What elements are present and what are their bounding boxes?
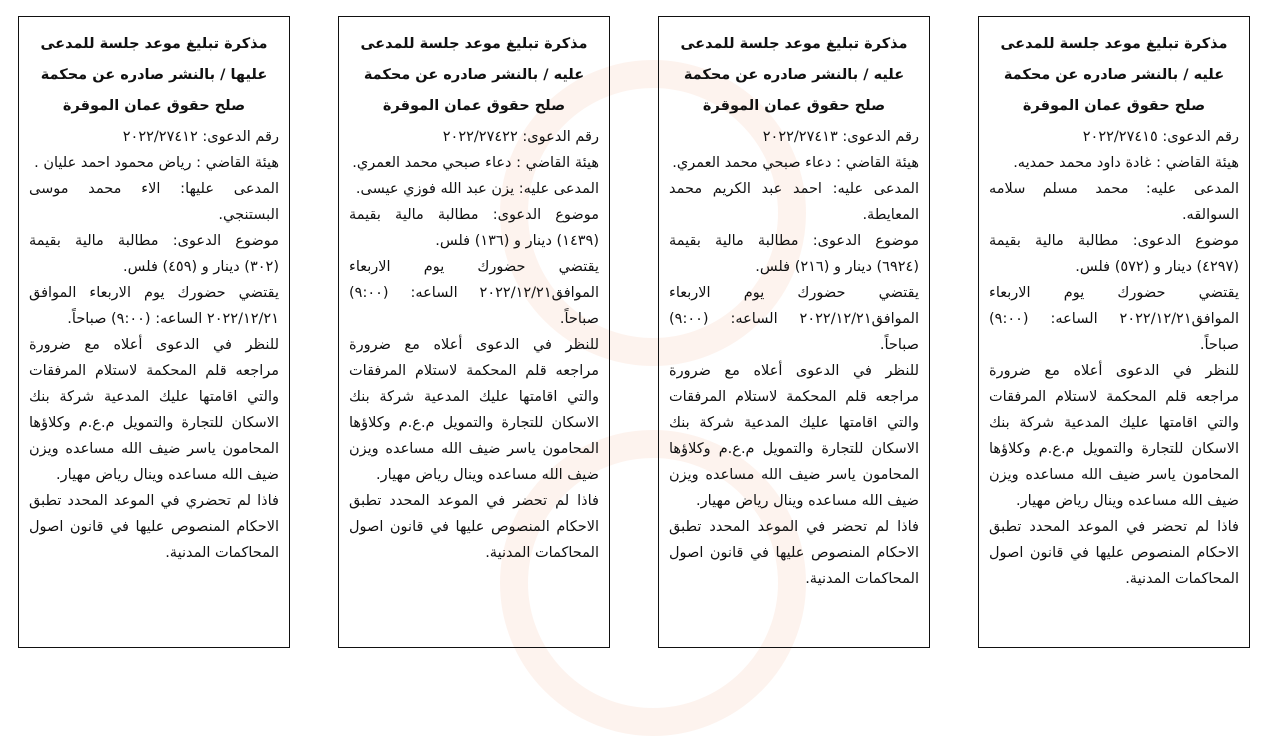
appearance-date: يقتضي حضورك يوم الاربعاء الموافق٢٠٢٢/١٢/٢١ الساعه: (٩:٠٠) صباحاً.	[669, 285, 919, 353]
case-number: رقم الدعوى: ٢٠٢٢/٢٧٤١٣	[762, 129, 919, 145]
court-notice	[18, 16, 290, 648]
judge: هيئة القاضي : غادة داود محمد حمديه.	[1013, 155, 1239, 171]
defendant: المدعى عليه: احمد عبد الكريم محمد المعايطة.	[669, 181, 919, 223]
defendant: المدعى عليه: محمد مسلم سلامه السوالقه.	[989, 181, 1239, 223]
notice-title: مذكرة تبليغ موعد جلسة للمدعى عليه / بالنشر صادره عن محكمة صلح حقوق عمان الموقرة	[680, 36, 908, 114]
notice-warning: فاذا لم تحضر في الموعد المحدد تطبق الاحكام المنصوص عليها في قانون اصول المحاكمات المدنية.	[349, 493, 599, 561]
case-number: رقم الدعوى: ٢٠٢٢/٢٧٤١٢	[122, 129, 279, 145]
judge: هيئة القاضي : دعاء صبحي محمد العمري.	[672, 155, 919, 171]
notice-warning: فاذا لم تحضر في الموعد المحدد تطبق الاحكام المنصوص عليها في قانون اصول المحاكمات المدنية.	[989, 519, 1239, 587]
notice-warning: فاذا لم تحضر في الموعد المحدد تطبق الاحكام المنصوص عليها في قانون اصول المحاكمات المدنية.	[669, 519, 919, 587]
judge: هيئة القاضي : رياض محمود احمد عليان .	[34, 155, 279, 171]
notice-body: للنظر في الدعوى أعلاه مع ضرورة مراجعه قلم المحكمة لاستلام المرفقات والتي اقامتها عليك المدعية شركة بنك الاسكان للتجارة والتمويل م.ع.م وكلاؤها المحامون ياسر ضيف الله مساعده ويزن ضيف الله مساعده وينال رياض مهيار.	[989, 363, 1239, 509]
notice-title: مذكرة تبليغ موعد جلسة للمدعى عليه / بالنشر صادره عن محكمة صلح حقوق عمان الموقرة	[1000, 36, 1228, 114]
notice-body: للنظر في الدعوى أعلاه مع ضرورة مراجعه قلم المحكمة لاستلام المرفقات والتي اقامتها عليك المدعية شركة بنك الاسكان للتجارة والتمويل م.ع.م وكلاؤها المحامون ياسر ضيف الله مساعده ويزن ضيف الله مساعده وينال رياض مهيار.	[29, 337, 279, 483]
claim-subject: موضوع الدعوى: مطالبة مالية بقيمة (١٤٣٩) دينار و (١٣٦) فلس.	[349, 207, 599, 249]
defendant: المدعى عليه: يزن عبد الله فوزي عيسى.	[355, 181, 599, 197]
court-notice	[978, 16, 1250, 648]
judge: هيئة القاضي : دعاء صبحي محمد العمري.	[352, 155, 599, 171]
notice-warning: فاذا لم تحضري في الموعد المحدد تطبق الاحكام المنصوص عليها في قانون اصول المحاكمات المدنية.	[29, 493, 279, 561]
notice-body: للنظر في الدعوى أعلاه مع ضرورة مراجعه قلم المحكمة لاستلام المرفقات والتي اقامتها عليك المدعية شركة بنك الاسكان للتجارة والتمويل م.ع.م وكلاؤها المحامون ياسر ضيف الله مساعده ويزن ضيف الله مساعده وينال رياض مهيار.	[349, 337, 599, 483]
claim-subject: موضوع الدعوى: مطالبة مالية بقيمة (٣٠٢) دينار و (٤٥٩) فلس.	[29, 233, 279, 275]
notice-body: للنظر في الدعوى أعلاه مع ضرورة مراجعه قلم المحكمة لاستلام المرفقات والتي اقامتها عليك المدعية شركة بنك الاسكان للتجارة والتمويل م.ع.م وكلاؤها المحامون ياسر ضيف الله مساعده ويزن ضيف الله مساعده وينال رياض مهيار.	[669, 363, 919, 509]
appearance-date: يقتضي حضورك يوم الاربعاء الموافق ٢٠٢٢/١٢/٢١ الساعه: (٩:٠٠) صباحاً.	[29, 285, 279, 327]
claim-subject: موضوع الدعوى: مطالبة مالية بقيمة (٦٩٢٤) دينار و (٢١٦) فلس.	[669, 233, 919, 275]
notice-title: مذكرة تبليغ موعد جلسة للمدعى عليها / بالنشر صادره عن محكمة صلح حقوق عمان الموقرة	[40, 36, 268, 114]
court-notice	[338, 16, 610, 648]
notice-title: مذكرة تبليغ موعد جلسة للمدعى عليه / بالنشر صادره عن محكمة صلح حقوق عمان الموقرة	[360, 36, 588, 114]
appearance-date: يقتضي حضورك يوم الاربعاء الموافق٢٠٢٢/١٢/٢١ الساعه: (٩:٠٠) صباحاً.	[989, 285, 1239, 353]
court-notice	[658, 16, 930, 648]
appearance-date: يقتضي حضورك يوم الاربعاء الموافق٢٠٢٢/١٢/٢١ الساعه: (٩:٠٠) صباحاً.	[349, 259, 599, 327]
defendant: المدعى عليها: الاء محمد موسى البستنجي.	[29, 181, 279, 223]
claim-subject: موضوع الدعوى: مطالبة مالية بقيمة (٤٢٩٧) دينار و (٥٧٢) فلس.	[989, 233, 1239, 275]
case-number: رقم الدعوى: ٢٠٢٢/٢٧٤٢٢	[442, 129, 599, 145]
case-number: رقم الدعوى: ٢٠٢٢/٢٧٤١٥	[1082, 129, 1239, 145]
